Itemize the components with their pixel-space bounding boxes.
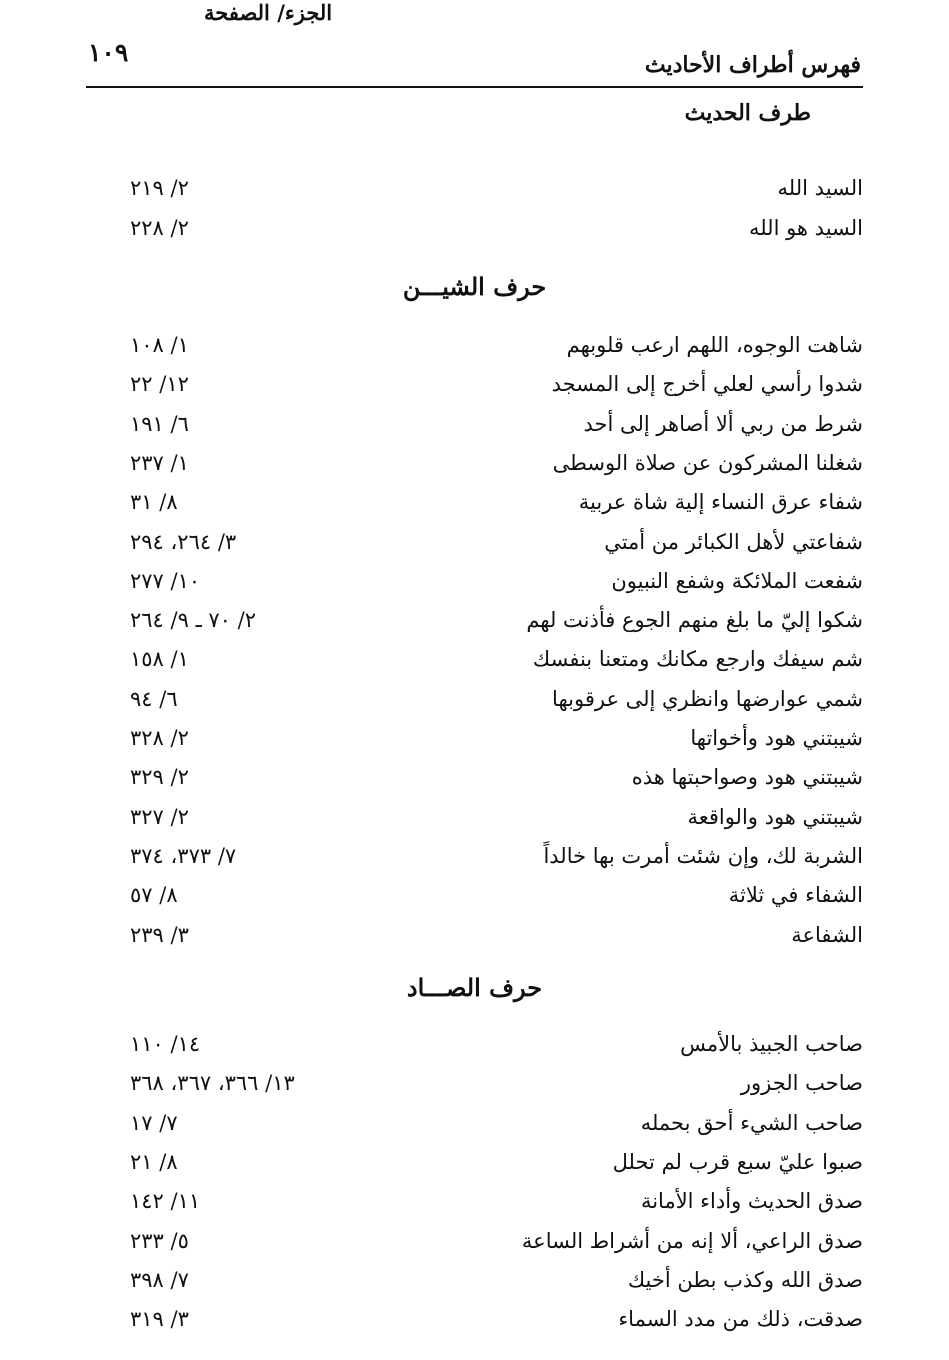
volume-page-reference: ٥/ ٢٣٣ — [130, 1228, 189, 1253]
list-item — [0, 451, 949, 487]
list-item — [0, 1189, 949, 1225]
list-item — [0, 805, 949, 841]
list-item — [0, 1071, 949, 1107]
hadith-text: صاحب الجبيذ بالأمس — [680, 1032, 863, 1056]
volume-page-reference: ٢/ ٣٢٧ — [130, 804, 189, 829]
list-item — [0, 333, 949, 369]
list-item — [0, 608, 949, 644]
section-heading-sheen: حرف الشيـــن — [402, 272, 547, 301]
hadith-text: صاحب الشيء أحق بحمله — [640, 1110, 863, 1135]
list-item — [0, 176, 949, 212]
hadith-text: شمي عوارضها وانظري إلى عرقوبها — [552, 686, 863, 711]
hadith-text: صدق الله وكذب بطن أخيك — [627, 1267, 863, 1292]
list-item — [0, 923, 949, 959]
header-rule — [86, 86, 863, 88]
list-item — [0, 569, 949, 605]
volume-page-reference: ٧/ ٣٧٣، ٣٧٤ — [130, 843, 237, 868]
volume-page-reference: ١٠/ ٢٧٧ — [130, 568, 201, 593]
list-item — [0, 687, 949, 723]
volume-page-reference: ١٢/ ٢٢ — [130, 372, 189, 397]
hadith-text: شيبتني هود والواقعة — [687, 804, 863, 829]
hadith-text: صدق الحديث وأداء الأمانة — [640, 1189, 863, 1214]
list-item — [0, 726, 949, 762]
hadith-text: السيد الله — [777, 176, 863, 200]
list-item — [0, 844, 949, 880]
hadith-text: شاهت الوجوه، اللهم ارعب قلوبهم — [566, 333, 863, 357]
volume-page-reference: ٨/ ٢١ — [130, 1149, 178, 1174]
hadith-text: صاحب الجزور — [740, 1071, 863, 1096]
list-item — [0, 1229, 949, 1265]
list-item — [0, 1268, 949, 1304]
section-heading-saad: حرف الصـــاد — [406, 973, 543, 1002]
volume-page-reference: ٣/ ٢٦٤، ٢٩٤ — [130, 529, 237, 554]
page-number: ١٠٩ — [88, 38, 129, 67]
hadith-text: شكوا إليّ ما بلغ منهم الجوع فأذنت لهم — [526, 608, 863, 633]
hadith-text: شفاعتي لأهل الكبائر من أمتي — [604, 529, 863, 554]
hadith-text: الشفاء في ثلاثة — [728, 883, 863, 908]
volume-page-reference: ٦/ ١٩١ — [130, 411, 189, 436]
list-item — [0, 883, 949, 919]
column-header-reference: الجزء/ الصفحة — [204, 0, 333, 25]
volume-page-reference: ١٤/ ١١٠ — [130, 1032, 201, 1056]
volume-page-reference: ١/ ١٠٨ — [130, 333, 189, 357]
list-item — [0, 372, 949, 408]
hadith-text: شفعت الملائكة وشفع النبيون — [611, 568, 863, 593]
hadith-text: شيبتني هود وأخواتها — [690, 726, 863, 750]
list-item — [0, 765, 949, 801]
volume-page-reference: ٢/ ٢١٩ — [130, 176, 189, 200]
hadith-text: شدوا رأسي لعلي أخرج إلى المسجد — [551, 372, 863, 397]
list-item — [0, 490, 949, 526]
hadith-text: الشربة لك، وإن شئت أمرت بها خالداً — [543, 843, 863, 868]
volume-page-reference: ٢/ ٣٢٩ — [130, 765, 189, 790]
volume-page-reference: ٨/ ٥٧ — [130, 883, 178, 908]
volume-page-reference: ١١/ ١٤٢ — [130, 1189, 201, 1214]
volume-page-reference: ١٣/ ٣٦٦، ٣٦٧، ٣٦٨ — [130, 1071, 295, 1096]
hadith-text: شم سيفك وارجع مكانك ومتعنا بنفسك — [532, 647, 863, 672]
volume-page-reference: ٣/ ٣١٩ — [130, 1307, 189, 1332]
volume-page-reference: ١/ ١٥٨ — [130, 647, 189, 672]
list-item — [0, 412, 949, 448]
list-item — [0, 1150, 949, 1186]
list-item — [0, 1307, 949, 1343]
list-item — [0, 647, 949, 683]
volume-page-reference: ٢/ ٢٢٨ — [130, 216, 189, 240]
running-title: فهرس أطراف الأحاديث — [644, 52, 861, 78]
volume-page-reference: ٧/ ١٧ — [130, 1110, 178, 1135]
hadith-text: شرط من ربي ألا أصاهر إلى أحد — [583, 411, 863, 436]
volume-page-reference: ٢/ ٣٢٨ — [130, 726, 189, 750]
list-item — [0, 530, 949, 566]
hadith-text: السيد هو الله — [748, 216, 863, 240]
volume-page-reference: ٣/ ٢٣٩ — [130, 922, 189, 947]
volume-page-reference: ١/ ٢٣٧ — [130, 450, 189, 475]
hadith-text: صبوا عليّ سبع قرب لم تحلل — [612, 1149, 863, 1174]
hadith-text: صدق الراعي، ألا إنه من أشراط الساعة — [521, 1228, 863, 1253]
volume-page-reference: ٦/ ٩٤ — [130, 686, 178, 711]
volume-page-reference: ٢/ ٧٠ ـ ٩/ ٢٦٤ — [130, 608, 257, 633]
hadith-text: صدقت، ذلك من مدد السماء — [618, 1307, 863, 1332]
list-item — [0, 1111, 949, 1147]
volume-page-reference: ٧/ ٣٩٨ — [130, 1267, 189, 1292]
list-item — [0, 216, 949, 252]
column-header-hadith: طرف الحديث — [684, 100, 811, 126]
hadith-text: شغلنا المشركون عن صلاة الوسطى — [552, 450, 863, 475]
volume-page-reference: ٨/ ٣١ — [130, 490, 178, 515]
hadith-text: شفاء عرق النساء إلية شاة عربية — [578, 490, 863, 515]
hadith-text: شيبتني هود وصواحبتها هذه — [631, 765, 863, 790]
list-item — [0, 1032, 949, 1068]
hadith-text: الشفاعة — [791, 922, 863, 947]
